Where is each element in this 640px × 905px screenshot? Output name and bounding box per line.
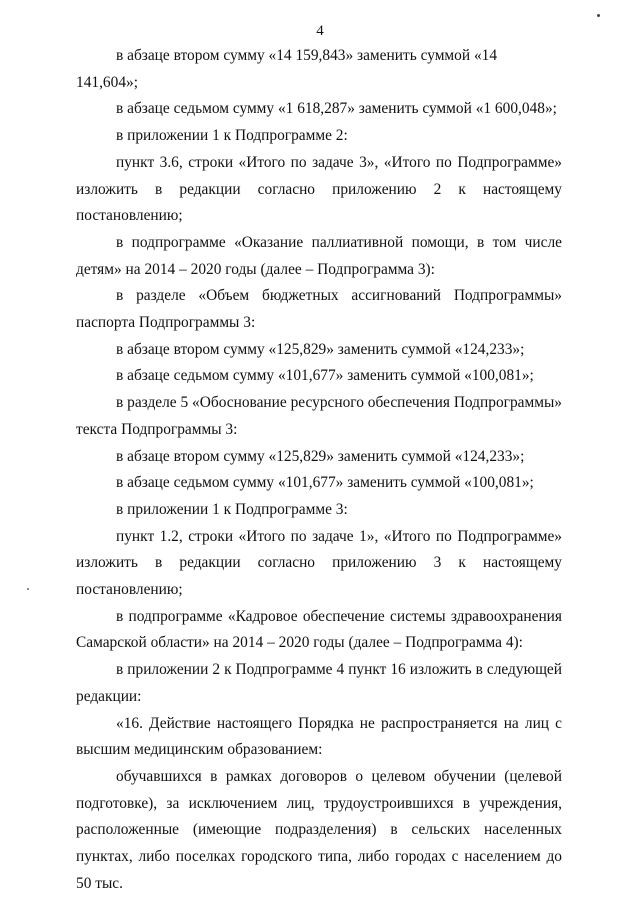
paragraph-5: в подпрограмме «Оказание паллиативной помощи, в том числе детям» на 2014 – 2020 годы (далее – Подпрограмма 3): xyxy=(76,233,562,278)
paragraph-9: в разделе 5 «Обоснование ресурсного обеспечения Подпрограммы» текста Подпрограммы 3: xyxy=(76,394,562,438)
page-number: 4 xyxy=(316,23,324,39)
paragraph-16: «16. Действие настоящего Порядка не распространяется на лиц с высшим медицинским образованием: xyxy=(76,714,562,759)
document-body xyxy=(76,43,562,898)
paragraph-14: в подпрограмме «Кадровое обеспечение системы здравоохранения Самарской области» на 2014 – 2020 годы (далее – Подпрограмма 4): xyxy=(76,607,562,652)
paragraph-1: в абзаце втором сумму «14 159,843» заменить суммой «14 141,604»; xyxy=(76,47,498,91)
scan-dot xyxy=(27,588,29,590)
paragraph-3: в приложении 1 к Подпрограмме 2: xyxy=(116,127,348,145)
paragraph-12: в приложении 1 к Подпрограмме 3: xyxy=(116,500,348,518)
paragraph-15: в приложении 2 к Подпрограмме 4 пункт 16 изложить в следующей редакции: xyxy=(76,661,562,705)
scan-mark xyxy=(597,14,600,17)
paragraph-17: обучавшихся в рамках договоров о целевом обучении (целевой подготовке), за исключением лиц, трудоустроившихся в учреждения, расположенные (имеющие подразделения) в сельских населенных пунктах, либо поселках городского типа, либо городах с населением до 50 тыс. xyxy=(76,767,562,892)
paragraph-4: пункт 3.6, строки «Итого по задаче 3», «Итого по Подпрограмме» изложить в редакции согласно приложению 2 к настоящему постановлению; xyxy=(76,153,562,225)
paragraph-11: в абзаце седьмом сумму «101,677» заменить суммой «100,081»; xyxy=(116,474,534,492)
paragraph-6: в разделе «Объем бюджетных ассигнований Подпрограммы» паспорта Подпрограммы 3: xyxy=(76,287,562,332)
paragraph-13: пункт 1.2, строки «Итого по задаче 1», «Итого по Подпрограмме» изложить в редакции согласно приложению 3 к настоящему постановлению; xyxy=(76,527,562,599)
paragraph-2: в абзаце седьмом сумму «1 618,287» заменить суммой «1 600,048»; xyxy=(116,100,557,118)
paragraph-10: в абзаце втором сумму «125,829» заменить суммой «124,233»; xyxy=(116,447,525,465)
paragraph-7: в абзаце втором сумму «125,829» заменить суммой «124,233»; xyxy=(116,340,525,358)
paragraph-8: в абзаце седьмом сумму «101,677» заменить суммой «100,081»; xyxy=(116,367,534,385)
